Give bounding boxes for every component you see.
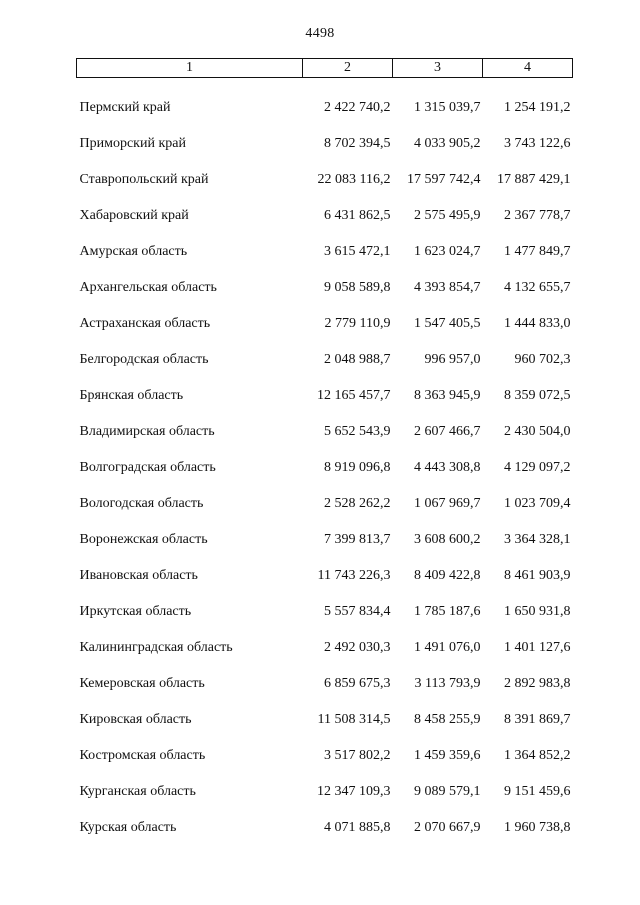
region-name: Приморский край xyxy=(79,136,186,151)
value-col-4: 2 367 778,7 xyxy=(504,208,571,223)
value-col-4: 1 023 709,4 xyxy=(504,496,571,511)
value-col-2: 22 083 116,2 xyxy=(317,172,391,187)
value-col-2: 2 492 030,3 xyxy=(324,640,391,655)
value-col-3: 1 067 969,7 xyxy=(414,496,481,511)
region-name: Иркутская область xyxy=(79,604,192,619)
table-header xyxy=(77,59,573,78)
table-row xyxy=(77,342,573,378)
value-col-2: 5 652 543,9 xyxy=(324,424,391,439)
table-row xyxy=(77,78,573,127)
value-col-2: 3 615 472,1 xyxy=(324,244,391,259)
value-col-2: 3 517 802,2 xyxy=(324,748,391,763)
region-name: Костромская область xyxy=(79,748,206,763)
region-name: Владимирская область xyxy=(79,424,215,439)
value-col-4: 3 743 122,6 xyxy=(504,136,571,151)
value-col-3: 8 458 255,9 xyxy=(414,712,481,727)
table-row xyxy=(77,666,573,702)
value-col-2: 6 431 862,5 xyxy=(324,208,391,223)
region-name: Курганская область xyxy=(79,784,196,799)
table-row xyxy=(77,630,573,666)
value-col-4: 1 444 833,0 xyxy=(504,316,571,331)
value-col-4: 8 359 072,5 xyxy=(504,388,571,403)
value-col-3: 1 491 076,0 xyxy=(414,640,481,655)
region-name: Вологодская область xyxy=(79,496,204,511)
value-col-4: 1 254 191,2 xyxy=(504,100,571,115)
value-col-3: 1 315 039,7 xyxy=(414,100,481,115)
value-col-4: 8 391 869,7 xyxy=(504,712,571,727)
value-col-2: 7 399 813,7 xyxy=(324,532,391,547)
value-col-4: 1 364 852,2 xyxy=(504,748,571,763)
page-number: 4498 xyxy=(305,26,335,41)
budget-table xyxy=(76,58,573,846)
value-col-4: 1 650 931,8 xyxy=(504,604,571,619)
value-col-3: 4 443 308,8 xyxy=(414,460,481,475)
table-row xyxy=(77,414,573,450)
value-col-2: 4 071 885,8 xyxy=(324,820,391,835)
region-name: Кемеровская область xyxy=(79,676,205,691)
table-row xyxy=(77,270,573,306)
region-name: Пермский край xyxy=(79,100,171,115)
value-col-3: 2 575 495,9 xyxy=(414,208,481,223)
column-header-1: 1 xyxy=(77,59,303,78)
value-col-3: 4 393 854,7 xyxy=(414,280,481,295)
region-name: Астраханская область xyxy=(79,316,211,331)
value-col-2: 9 058 589,8 xyxy=(324,280,391,295)
value-col-4: 1 960 738,8 xyxy=(504,820,571,835)
value-col-4: 2 430 504,0 xyxy=(504,424,571,439)
value-col-2: 8 702 394,5 xyxy=(324,136,391,151)
region-name: Курская область xyxy=(79,820,177,835)
value-col-4: 3 364 328,1 xyxy=(504,532,571,547)
value-col-4: 17 887 429,1 xyxy=(497,172,571,187)
table-row xyxy=(77,702,573,738)
value-col-3: 1 459 359,6 xyxy=(414,748,481,763)
value-col-2: 11 508 314,5 xyxy=(317,712,391,727)
value-col-3: 8 409 422,8 xyxy=(414,568,481,583)
value-col-4: 4 132 655,7 xyxy=(504,280,571,295)
value-col-2: 2 422 740,2 xyxy=(324,100,391,115)
table-row xyxy=(77,774,573,810)
table-row xyxy=(77,450,573,486)
table-row xyxy=(77,198,573,234)
value-col-4: 9 151 459,6 xyxy=(504,784,571,799)
value-col-2: 2 048 988,7 xyxy=(324,352,391,367)
table-row xyxy=(77,522,573,558)
table-row xyxy=(77,306,573,342)
value-col-3: 4 033 905,2 xyxy=(414,136,481,151)
value-col-2: 8 919 096,8 xyxy=(324,460,391,475)
region-name: Хабаровский край xyxy=(79,208,189,223)
value-col-2: 5 557 834,4 xyxy=(324,604,391,619)
value-col-3: 9 089 579,1 xyxy=(414,784,481,799)
region-name: Ставропольский край xyxy=(79,172,209,187)
value-col-2: 11 743 226,3 xyxy=(317,568,391,583)
table-row xyxy=(77,594,573,630)
value-col-3: 1 785 187,6 xyxy=(414,604,481,619)
value-col-3: 2 607 466,7 xyxy=(414,424,481,439)
value-col-3: 1 547 405,5 xyxy=(414,316,481,331)
region-name: Волгоградская область xyxy=(79,460,216,475)
value-col-3: 1 623 024,7 xyxy=(414,244,481,259)
region-name: Амурская область xyxy=(79,244,188,259)
value-col-2: 12 165 457,7 xyxy=(317,388,391,403)
value-col-3: 2 070 667,9 xyxy=(414,820,481,835)
table-row xyxy=(77,738,573,774)
region-name: Калининградская область xyxy=(79,640,233,655)
value-col-3: 3 113 793,9 xyxy=(414,676,481,691)
table-row xyxy=(77,486,573,522)
table-row xyxy=(77,378,573,414)
table-row xyxy=(77,810,573,846)
column-header-2: 2 xyxy=(303,59,393,78)
value-col-4: 1 477 849,7 xyxy=(504,244,571,259)
value-col-4: 8 461 903,9 xyxy=(504,568,571,583)
value-col-2: 12 347 109,3 xyxy=(317,784,391,799)
region-name: Брянская область xyxy=(79,388,184,403)
value-col-4: 1 401 127,6 xyxy=(504,640,571,655)
value-col-4: 960 702,3 xyxy=(514,352,571,367)
column-header-3: 3 xyxy=(393,59,483,78)
value-col-3: 3 608 600,2 xyxy=(414,532,481,547)
table-row xyxy=(77,558,573,594)
value-col-3: 996 957,0 xyxy=(424,352,481,367)
region-name: Ивановская область xyxy=(79,568,198,583)
value-col-2: 6 859 675,3 xyxy=(324,676,391,691)
column-header-4: 4 xyxy=(483,59,573,78)
table-row xyxy=(77,162,573,198)
value-col-2: 2 779 110,9 xyxy=(324,316,391,331)
value-col-4: 2 892 983,8 xyxy=(504,676,571,691)
value-col-2: 2 528 262,2 xyxy=(324,496,391,511)
value-col-3: 8 363 945,9 xyxy=(414,388,481,403)
region-name: Белгородская область xyxy=(79,352,209,367)
value-col-3: 17 597 742,4 xyxy=(407,172,481,187)
table-row xyxy=(77,234,573,270)
header-row xyxy=(77,59,573,78)
region-name: Кировская область xyxy=(79,712,192,727)
region-name: Архангельская область xyxy=(79,280,217,295)
value-col-4: 4 129 097,2 xyxy=(504,460,571,475)
region-name: Воронежская область xyxy=(79,532,208,547)
table-row xyxy=(77,126,573,162)
table-body xyxy=(77,78,573,847)
